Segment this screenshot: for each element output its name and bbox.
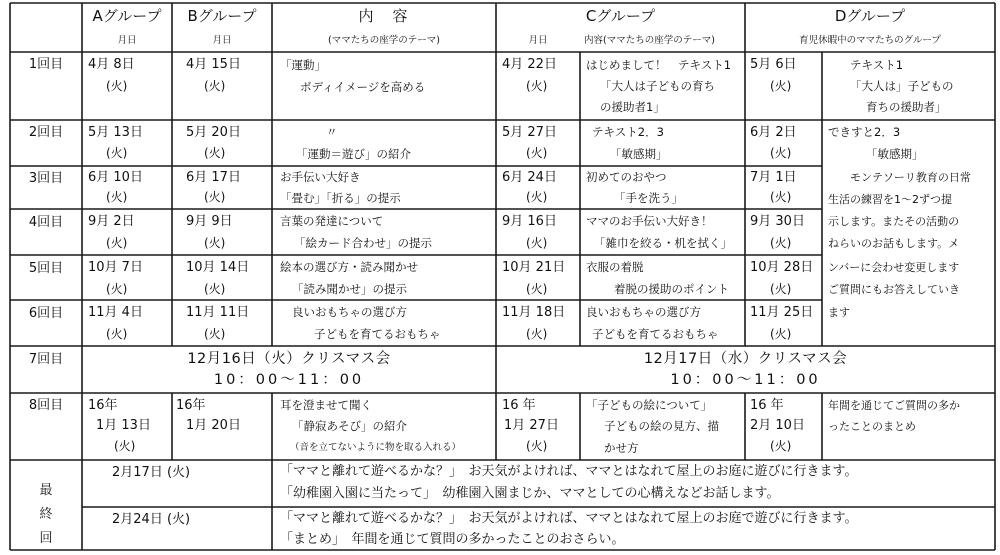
row-label: 4回目 <box>28 215 64 230</box>
row-dow-a: (火) <box>106 327 128 341</box>
d-note-line: ねらいのお話もします。メ <box>828 237 960 250</box>
row8-year-d: 16 年 <box>750 398 784 413</box>
row-c-content-line: 「敏感期」 <box>610 147 668 161</box>
row-dow-d: (火) <box>770 79 792 93</box>
row-c-content-line: 衣服の着脱 <box>586 260 644 274</box>
row-label: 3回目 <box>28 171 64 186</box>
d-note-line: テキスト1 <box>850 58 904 72</box>
row-content-line: 「畳む」「折る」の提示 <box>280 191 401 205</box>
row-dow-c: (火) <box>526 282 548 296</box>
row-date-d: 5月 6日 <box>750 57 797 72</box>
row-label: 1回目 <box>28 57 64 72</box>
row-date-b: 10月 14日 <box>186 260 250 275</box>
row-c-content-line: 子どもを育てるおもちゃ <box>592 327 719 341</box>
row-date-a: 10月 7日 <box>88 260 143 275</box>
row-date-a: 6月 10日 <box>88 170 143 185</box>
row-c-content-line: テキスト2．3 <box>592 125 664 139</box>
row-dow-d: (火) <box>770 327 792 341</box>
row-label: 5回目 <box>28 261 64 276</box>
final-date-2: 2月24日 (火) <box>112 512 191 527</box>
row8-d-content-line: 年間を通じてご質問の多か <box>828 399 960 412</box>
row-date-d: 9月 30日 <box>750 214 805 229</box>
row-content-line: 「運動」 <box>280 58 326 72</box>
row-date-c: 10月 21日 <box>502 260 566 275</box>
row-c-content-line: 「大人は子どもの育ち <box>600 79 715 93</box>
row-content-line: 「絵カード合わせ」の提示 <box>294 236 432 250</box>
row-date-b: 11月 11日 <box>186 305 250 320</box>
row-date-c: 9月 16日 <box>502 214 557 229</box>
row-dow-d: (火) <box>770 282 792 296</box>
row-content-line: 〃 <box>326 125 338 139</box>
final-label-char: 回 <box>39 531 53 546</box>
row-dow-a: (火) <box>106 190 128 204</box>
row8-c-content-line: かせ方 <box>604 441 639 455</box>
row-dow-c: (火) <box>526 327 548 341</box>
row-c-content-line: 着脱の援助のポイント <box>614 282 729 296</box>
row-date-b: 9月 9日 <box>186 214 233 229</box>
row8-date-d: 2月 10日 <box>750 418 805 433</box>
row8-content-line: （音を立てないように物を取る入れる） <box>290 442 462 453</box>
row-dow-d: (火) <box>770 146 792 160</box>
row8-year-c: 16 年 <box>502 398 536 413</box>
header-group-d: Dグループ <box>834 7 906 25</box>
row-date-b: 6月 17日 <box>186 170 241 185</box>
row-label: 8回目 <box>28 398 64 413</box>
row-dow-c: (火) <box>526 190 548 204</box>
d-note-line: ます <box>828 306 850 319</box>
row8-content-line: 「静寂あそび」の紹介 <box>292 419 407 433</box>
row8-c-content-line: 子どもの絵の見方、描 <box>604 419 719 433</box>
header-group-d-sub: 育児休暇中のママたちのグループ <box>799 35 941 46</box>
row-c-content-line: 初めてのおやつ <box>586 170 667 184</box>
row-c-content-line: 「雑巾を絞る・机を拭く」 <box>594 236 732 250</box>
row-date-c: 5月 27日 <box>502 125 557 140</box>
row-content-line: 子どもを育てるおもちゃ <box>314 327 441 341</box>
row-c-content-line: 「手を洗う」 <box>614 191 683 205</box>
row-dow-b: (火) <box>204 236 226 250</box>
row-c-content-line: ママのお手伝い大好き！ <box>586 214 713 228</box>
row8-date-c: 1月 27日 <box>504 418 559 433</box>
final-line-2a: 「ママと離れて遊べるかな？」 お天気がよければ、ママとはなれて屋上のお庭で遊びに行きます。 <box>280 511 858 526</box>
row-dow-a: (火) <box>106 146 128 160</box>
row-content-line: 「読み聞かせ」の提示 <box>292 282 407 296</box>
row-content-line: 良いおもちゃの選び方 <box>292 305 407 319</box>
d-note-line: 「敏感期」 <box>866 147 924 161</box>
row-dow-a: (火) <box>106 79 128 93</box>
header-group-a-sub: 月日 <box>117 35 137 46</box>
header-content: 内 容 <box>358 7 410 25</box>
d-note-line: 生活の練習を1～2ずつ提 <box>828 193 952 206</box>
row-date-d: 10月 28日 <box>750 260 814 275</box>
d-note-line: ご質問にもお答えしていき <box>828 283 960 296</box>
header-group-c: Cグループ <box>585 7 656 25</box>
row-dow-a: (火) <box>106 282 128 296</box>
christmas-right-time: 10：00～11：00 <box>670 372 821 388</box>
d-note-line: 「大人は」子どもの <box>850 79 954 93</box>
row-label: 7回目 <box>28 352 64 367</box>
row-date-a: 9月 2日 <box>88 214 135 229</box>
final-label-char: 終 <box>39 507 53 522</box>
row-dow-c: (火) <box>526 79 548 93</box>
christmas-left-title: 12月16日（火）クリスマス会 <box>187 351 391 367</box>
row-dow-a: (火) <box>106 236 128 250</box>
header-group-b: Bグループ <box>187 7 257 25</box>
row8-year-a: 16年 <box>88 398 118 413</box>
row-dow-c: (火) <box>526 146 548 160</box>
header-group-c-date-sub: 月日 <box>528 35 548 46</box>
row8-date-a: 1月 13日 <box>96 418 151 433</box>
christmas-left-time: 10：00～11：00 <box>213 372 365 388</box>
d-note-line: 育ちの援助者」 <box>866 100 947 114</box>
row-c-content-line: の援助者1」 <box>600 100 665 114</box>
header-group-c-content-sub: 内容(ママたちの座学のテーマ) <box>584 35 715 46</box>
row-date-a: 5月 13日 <box>88 125 143 140</box>
row-date-c: 6月 24日 <box>502 170 557 185</box>
row-dow-b: (火) <box>204 79 226 93</box>
row8-year-b: 16年 <box>176 398 206 413</box>
row-dow-b: (火) <box>204 327 226 341</box>
row-content-line: お手伝い大好き <box>280 170 361 184</box>
row8-dow-a: (火) <box>114 439 136 453</box>
row-date-d: 11月 25日 <box>750 305 814 320</box>
row-dow-b: (火) <box>204 190 226 204</box>
row8-date-b: 1月 20日 <box>186 418 241 433</box>
row-label: 2回目 <box>28 125 64 140</box>
row-content-line: ボディイメージを高める <box>300 80 426 94</box>
christmas-right-title: 12月17日（水）クリスマス会 <box>643 351 848 367</box>
row-date-c: 4月 22日 <box>502 57 557 72</box>
row-c-content-line: 良いおもちゃの選び方 <box>586 305 701 319</box>
row-content-line: 絵本の選び方・読み聞かせ <box>280 260 418 274</box>
header-group-a: Aグループ <box>92 7 162 25</box>
final-line-1a: 「ママと離れて遊べるかな？」 お天気がよければ、ママとはなれて屋上のお庭に遊びに行きます。 <box>280 464 858 479</box>
row-date-b: 4月 15日 <box>186 57 241 72</box>
header-group-b-sub: 月日 <box>212 35 232 46</box>
final-line-2b: 「まとめ」 年間を通じて質問の多かったことのおさらい。 <box>280 532 625 547</box>
final-label-char: 最 <box>39 483 53 498</box>
final-line-1b: 「幼稚園入園に当たって」 幼稚園入園まじか、ママとしての心構えなどお話します。 <box>280 486 780 501</box>
row-date-d: 7月 1日 <box>750 170 797 185</box>
row-date-d: 6月 2日 <box>750 125 797 140</box>
row8-c-content-line: 「子どもの絵について」 <box>586 398 713 412</box>
d-note-line: できすと2．3 <box>828 125 901 139</box>
row8-content-line: 耳を澄ませて聞く <box>280 398 372 412</box>
row-date-a: 4月 8日 <box>88 57 135 72</box>
row-c-content-line: はじめまして！ テキスト1 <box>586 58 732 72</box>
row-dow-b: (火) <box>204 282 226 296</box>
row8-dow-c: (火) <box>526 439 548 453</box>
row-content-line: 「運動＝遊び」の紹介 <box>296 147 411 161</box>
d-note-line: モンテソーリ教育の日常 <box>850 171 971 184</box>
row-dow-c: (火) <box>526 236 548 250</box>
row-label: 6回目 <box>28 306 64 321</box>
row8-dow-d: (火) <box>770 439 792 453</box>
row-dow-b: (火) <box>204 146 226 160</box>
row-content-line: 言葉の発達について <box>280 214 384 228</box>
row-dow-d: (火) <box>770 190 792 204</box>
row8-d-content-line: ったことのまとめ <box>828 420 916 433</box>
row-dow-d: (火) <box>770 236 792 250</box>
header-content-sub: (ママたちの座学のテーマ) <box>328 35 440 46</box>
row-date-c: 11月 18日 <box>502 305 566 320</box>
d-note-line: 示します。またその活動の <box>828 215 960 228</box>
row-date-a: 11月 4日 <box>88 305 143 320</box>
row-date-b: 5月 20日 <box>186 125 241 140</box>
final-date-1: 2月17日 (火) <box>112 465 191 480</box>
d-note-line: ンバーに会わせ変更します <box>828 261 960 274</box>
